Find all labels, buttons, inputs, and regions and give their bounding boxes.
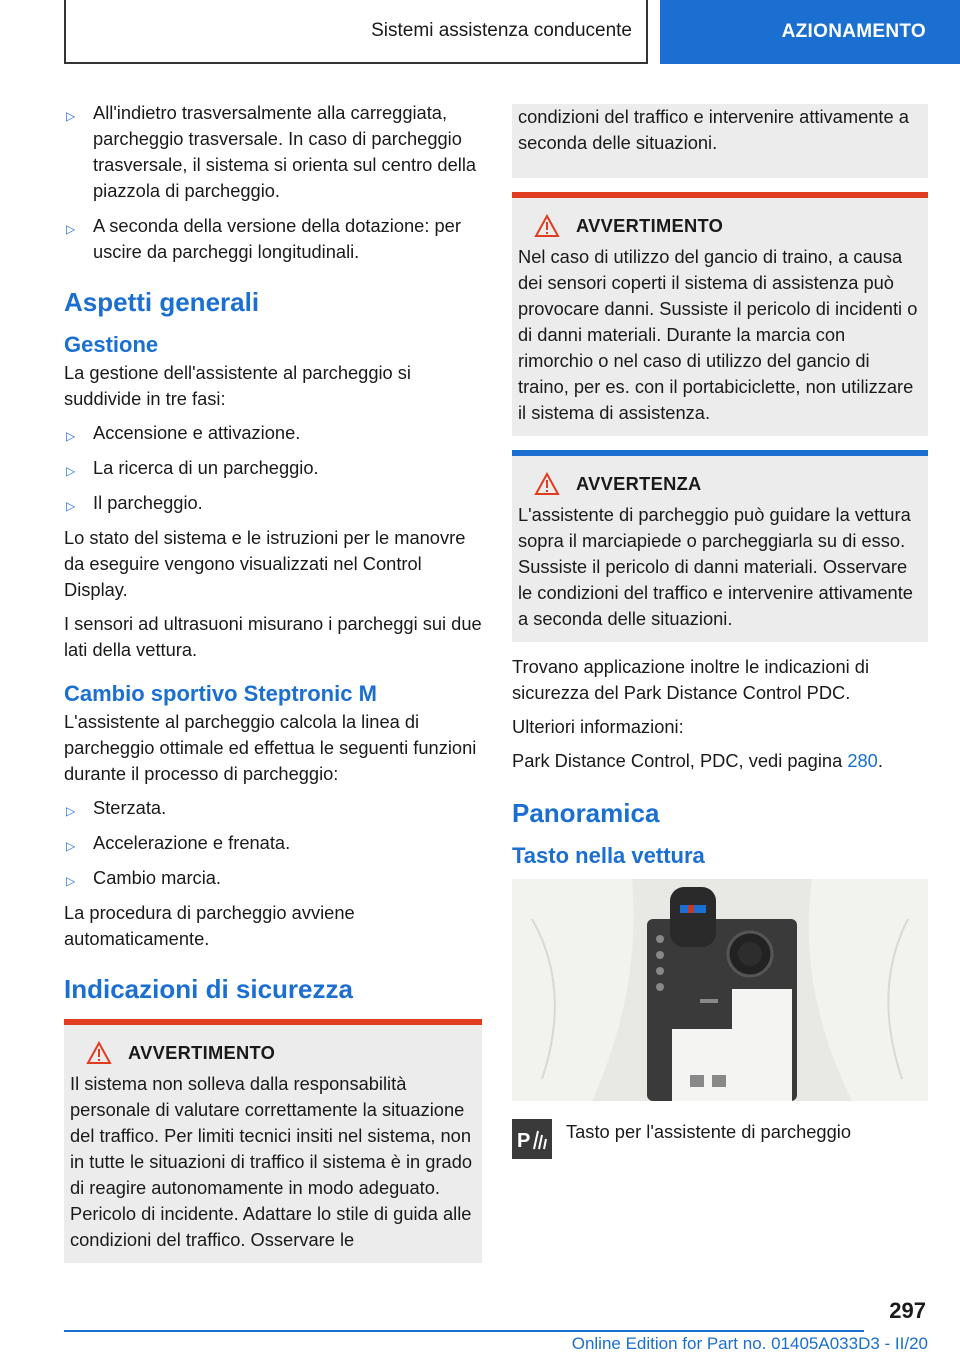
parking-assistant-button-icon: [512, 1119, 552, 1159]
paragraph: La gestione dell'assistente al parcheggio si suddivide in tre fasi:: [64, 362, 411, 409]
heading-gestione: Gestione: [64, 332, 159, 357]
left-column: [64, 100, 482, 1263]
triangle-bullet-icon: ▷: [66, 222, 76, 236]
header-section-title: Sistemi assistenza conducente: [371, 20, 632, 41]
warning-title: AVVERTIMENTO: [576, 215, 724, 236]
triangle-bullet-icon: ▷: [66, 804, 76, 818]
heading-sicurezza: Indicazioni di sicurezza: [64, 974, 353, 1004]
heading-panoramica: Panoramica: [512, 798, 660, 828]
triangle-bullet-icon: ▷: [66, 839, 76, 853]
warning-text: Nel caso di utilizzo del gancio di traino, a causa dei sensori coperti il sistema di assistenza può provocare danni. Sussiste il pericolo di incidenti o di danni materiali. Durante la marcia con rimorchio o nel caso di utilizzo del gancio di traino, per es. con il portabiciclette, non utilizzare il sistema di assistenza.: [518, 246, 918, 423]
list-item: ▷ All'indietro trasversalmente alla carreggiata, parcheggio trasversale. In caso di parcheggio trasversale, il sistema si orienta sul centro della piazzola di parcheggio.: [66, 102, 477, 201]
list-item: ▷ Cambio marcia.: [64, 865, 482, 891]
note-text: L'assistente di parcheggio può guidare la vettura sopra il marciapiede o parcheggiarla su di esso. Sussiste il pericolo di danni materiali. Osservare le condizioni del traffico e intervenire attivamente a seconda delle situazioni.: [518, 504, 913, 629]
triangle-bullet-icon: ▷: [66, 109, 76, 123]
header-section-box: [64, 0, 648, 64]
list-item: ▷ Il parcheggio.: [64, 490, 482, 516]
header-chapter-title: AZIONAMENTO: [781, 21, 926, 42]
edition-info: Online Edition for Part no. 01405A033D3 - II/20: [571, 1334, 928, 1353]
page-number: 297: [889, 1298, 926, 1323]
warning-box: [512, 192, 928, 436]
note-title: AVVERTENZA: [576, 473, 702, 494]
warning-box: [64, 1019, 482, 1263]
triangle-bullet-icon: ▷: [66, 499, 76, 513]
warning-text: condizioni del traffico e intervenire attivamente a seconda delle situazioni.: [518, 106, 909, 153]
warning-box-continued: [512, 104, 928, 178]
paragraph: Lo stato del sistema e le istruzioni per le manovre da eseguire vengono visualizzati nel Control Display.: [64, 527, 466, 600]
header-chapter-tab[interactable]: [660, 0, 960, 64]
page-link[interactable]: 280: [847, 750, 878, 771]
triangle-bullet-icon: ▷: [66, 464, 76, 478]
warning-triangle-icon: [86, 1041, 112, 1065]
list-item: ▷ A seconda della versione della dotazione: per uscire da parcheggi longitudinali.: [66, 215, 461, 262]
warning-title: AVVERTIMENTO: [128, 1042, 276, 1063]
warning-text: Il sistema non solleva dalla responsabilità personale di valutare correttamente la situazione del traffico. Per limiti tecnici insiti nel sistema, non in tutte le situazioni di traffico il sistema è in grado di reagire autonomamente in modo adeguato. Pericolo di incidente. Adattare lo stile di guida alle condizioni del traffico. Osservare le: [70, 1073, 473, 1250]
console-photo: [512, 879, 928, 1101]
list-item: ▷ La ricerca di un parcheggio.: [64, 455, 482, 481]
heading-cambio: Cambio sportivo Steptronic M: [64, 681, 377, 706]
list-item: ▷ Accelerazione e frenata.: [64, 830, 482, 856]
triangle-bullet-icon: ▷: [66, 874, 76, 888]
paragraph: Park Distance Control, PDC, vedi pagina 280.: [512, 750, 883, 771]
svg-text:P: P: [517, 1130, 531, 1152]
center-console-illustration: [512, 879, 928, 1101]
right-column: [512, 104, 928, 1159]
note-box: [512, 450, 928, 642]
paragraph: Ulteriori informazioni:: [512, 716, 684, 737]
caption-text: Tasto per l'assistente di parcheggio: [566, 1121, 851, 1142]
heading-general: Aspetti generali: [64, 287, 260, 317]
paragraph: La procedura di parcheggio avviene automaticamente.: [64, 902, 355, 949]
paragraph: Trovano applicazione inoltre le indicazioni di sicurezza del Park Distance Control PDC.: [512, 656, 870, 703]
heading-tasto: Tasto nella vettura: [512, 843, 705, 868]
paragraph: L'assistente al parcheggio calcola la linea di parcheggio ottimale ed effettua le seguenti funzioni durante il processo di parcheggio:: [64, 711, 477, 784]
paragraph: I sensori ad ultrasuoni misurano i parcheggi sui due lati della vettura.: [64, 613, 482, 660]
list-item: ▷ Sterzata.: [64, 795, 482, 821]
list-item: ▷ Accensione e attivazione.: [64, 420, 482, 446]
triangle-bullet-icon: ▷: [66, 429, 76, 443]
photo-caption: [512, 1119, 928, 1159]
footer-divider: [64, 1330, 864, 1332]
warning-triangle-icon: [534, 472, 560, 496]
warning-triangle-icon: [534, 214, 560, 238]
